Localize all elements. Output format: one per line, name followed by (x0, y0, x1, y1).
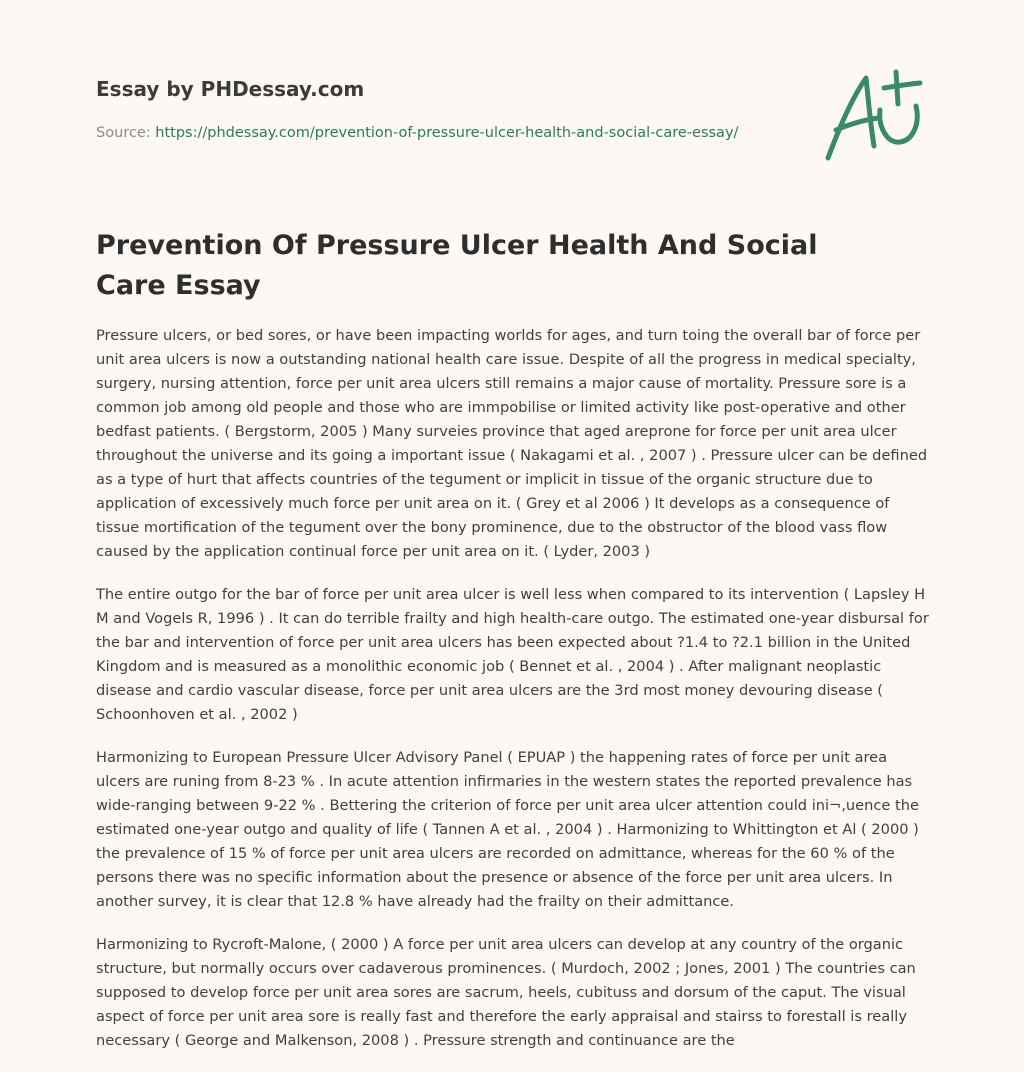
source-link[interactable]: https://phdessay.com/prevention-of-pressure-ulcer-health-and-social-care-essay/ (155, 125, 739, 141)
a-plus-logo-icon (820, 66, 930, 166)
paragraph: The entire outgo for the bar of force per unit area ulcer is well less when compared to its intervention ( Lapsley H M and Vogels R, 1996 ) . It can do terrible frailty and high health-care outgo. The estimated one-year disbursal for the bar and intervention of force per unit area ulcers has been expected about ?1.4 to ?2.1 billion in the United Kingdom and is measured as a monolithic economic job ( Bennet et al. , 2004 ) . After malignant neoplastic disease and cardio vascular disease, force per unit area ulcers are the 3rd most money devouring disease ( Schoonhoven et al. , 2002 ) (96, 586, 929, 723)
source-label: Source: (96, 125, 151, 141)
header (96, 74, 796, 104)
brand-title: Essay by PHDessay.com (96, 77, 365, 101)
paragraph: Harmonizing to European Pressure Ulcer Advisory Panel ( EPUAP ) the happening rates of force per unit area ulcers are runing from 8-23 % . In acute attention infirmaries in the western states the reported prevalence has wide-ranging between 9-22 % . Bettering the criterion of force per unit area ulcer attention could ini¬‚uence the estimated one-year outgo and quality of life ( Tannen A et al. , 2004 ) . Harmonizing to Whittington et Al ( 2000 ) the prevalence of 15 % of force per unit area ulcers are recorded on admittance, whereas for the 60 % of the persons there was no specific information about the presence or absence of the force per unit area ulcers. In another survey, it is clear that 12.8 % have already had the frailty on their admittance. (96, 749, 919, 910)
paragraph: Pressure ulcers, or bed sores, or have been impacting worlds for ages, and turn toing the overall bar of force per unit area ulcers is now a outstanding national health care issue. Despite of all the progress in medical specialty, surgery, nursing attention, force per unit area ulcers still remains a major cause of mortality. Pressure sore is a common job among old people and those who are immpobilise or limited activity like post-operative and other bedfast patients. ( Bergstorm, 2005 ) Many surveies province that aged areprone for force per unit area ulcer throughout the universe and its going a important issue ( Nakagami et al. , 2007 ) . Pressure ulcer can be defined as a type of hurt that affects countries of the tegument or implicit in tissue of the organic structure due to application of excessively much force per unit area on it. ( Grey et al 2006 ) It develops as a consequence of tissue mortification of the tegument over the bony prominence, due to the obstructor of the blood vass flow caused by the application continual force per unit area on it. ( Lyder, 2003 ) (96, 327, 928, 560)
article-body (96, 324, 932, 1072)
paragraph: Harmonizing to Rycroft-Malone, ( 2000 ) A force per unit area ulcers can develop at any country of the organic structure, but normally occurs over cadaverous prominences. ( Murdoch, 2002 ; Jones, 2001 ) The countries can supposed to develop force per unit area sores are sacrum, heels, cubituss and dorsum of the caput. The visual aspect of force per unit area sore is really fast and therefore the early appraisal and stairss to forestall is really necessary ( George and Malkenson, 2008 ) . Pressure strength and continuance are the (96, 936, 916, 1049)
source-line (96, 122, 738, 144)
article-title: Prevention Of Pressure Ulcer Health And Social Care Essay (96, 230, 818, 301)
